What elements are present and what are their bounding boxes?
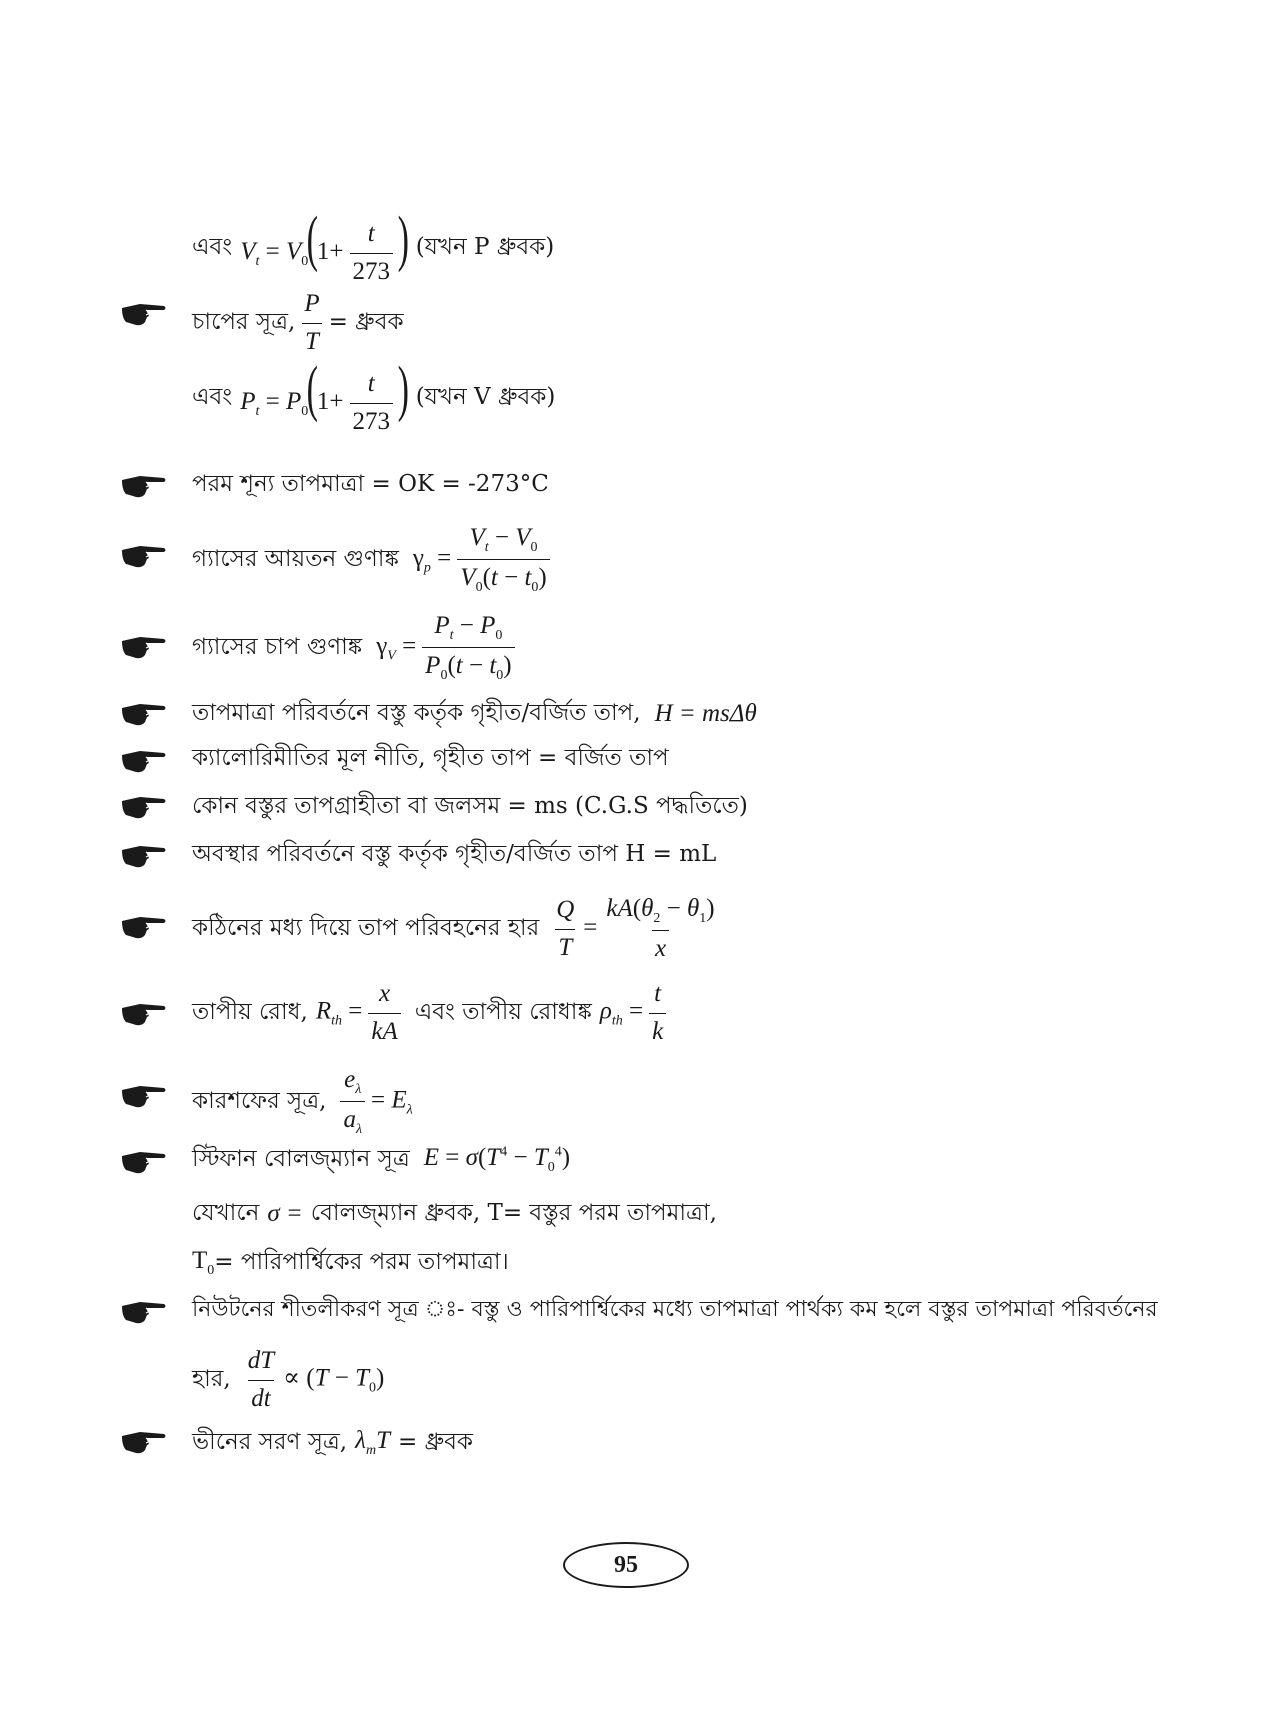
pointing-hand-icon <box>120 1428 168 1458</box>
volume-coefficient-line: গ্যাসের আয়তন গুণাঙ্ক $\gamma_p$ = $\frac{V_t - V_0}{V_0(t - t_0)}$ <box>192 522 1125 597</box>
charles-law-volume-line <box>192 205 1125 288</box>
absolute-zero-line: পরম শূন্য তাপমাত্রা = OK = -273°C <box>192 471 549 497</box>
text-prefix: এবং <box>192 234 233 261</box>
formula-pt: $P_t = P_0(1+$ $\frac{t}{273}$ ) <box>240 358 407 438</box>
newton-cooling-formula-line: হার, $\frac{dT}{dt}$ ∝ $(T - T_0)$ <box>192 1345 1125 1415</box>
stefan-where-line-2: $T_0$ = পারিপার্শ্বিকের পরম তাপমাত্রা। <box>192 1247 509 1278</box>
pressure-law-formula-line <box>192 355 1125 438</box>
thermal-resistance-line: তাপীয় রোধ, $R_{th}$ = $\frac{x}{kA}$ এবং তাপীয় রোধাঙ্ক $\rho_{th}$ = $\frac{t}{k}$ <box>192 978 1125 1048</box>
kirchhoff-law-line: কারশফের সূত্র, $\frac{e_\lambda}{a_\lambda}$ = $E_\lambda$ <box>192 1064 1125 1139</box>
formula-gamma-p: $\gamma_p$ = $\frac{V_t - V_0}{V_0(t - t_0)}$ <box>413 522 556 597</box>
stefan-boltzmann-line: স্টিফান বোলজ্ম্যান সূত্র $E = \sigma(T^4 - T_0^4)$ <box>192 1142 1125 1177</box>
formula-newton: $\frac{dT}{dt}$ ∝ $(T - T_0)$ <box>239 1345 385 1415</box>
pointing-hand-icon <box>120 913 168 943</box>
wien-law-line: ভীনের সরণ সূত্র, $\lambda_mT$ = ধ্রুবক <box>192 1425 1125 1460</box>
condition-text: (যখন V ধ্রুবক) <box>415 384 556 411</box>
pointing-hand-icon <box>120 472 168 502</box>
pointing-hand-icon <box>120 700 168 730</box>
calorimetry-principle-line: ক্যালোরিমীতির মূল নীতি, গৃহীত তাপ = বর্জিত তাপ <box>192 745 669 771</box>
pointing-hand-icon <box>120 300 168 330</box>
heat-temperature-change-line: তাপমাত্রা পরিবর্তনে বস্তু কর্তৃক গৃহীত/বর্জিত তাপ, H = msΔθ <box>192 698 1125 731</box>
pointing-hand-icon <box>120 633 168 663</box>
formula-conduction: $\frac{Q}{T}$ = $\frac{kA(\theta_2 - \theta_1)}{x}$ <box>547 893 723 966</box>
heat-capacity-line: কোন বস্তুর তাপগ্রাহীতা বা জলসম = ms (C.G.S পদ্ধতিতে) <box>192 793 748 819</box>
pointing-hand-icon <box>120 542 168 572</box>
pressure-coefficient-line: গ্যাসের চাপ গুণাঙ্ক $\gamma_V$ = $\frac{P_t - P_0}{P_0(t - t_0)}$ <box>192 610 1125 685</box>
formula-rth: $R_{th}$ = $\frac{x}{kA}$ <box>316 978 407 1048</box>
condition-text: (যখন P ধ্রুবক) <box>415 234 555 261</box>
text-suffix: = ধ্রুবক <box>328 309 404 336</box>
pointing-hand-icon <box>120 1148 168 1178</box>
pressure-law-line: চাপের সূত্র, $\frac{P}{T}$ = ধ্রুবক <box>192 288 1125 358</box>
formula-heat: H = msΔθ <box>654 700 757 727</box>
pointing-hand-icon <box>120 1082 168 1112</box>
pointing-hand-icon <box>120 747 168 777</box>
newton-cooling-line: নিউটনের শীতলীকরণ সূত্র ঃ- বস্তু ও পারিপার্শ্বিকের মধ্যে তাপমাত্রা পার্থক্য কম হলে বস্তুর তাপমাত্রা পরিবর্তনের <box>192 1297 1158 1322</box>
pointing-hand-icon <box>120 1298 168 1328</box>
pointing-hand-icon <box>120 793 168 823</box>
formula-wien: $\lambda_mT$ <box>355 1427 390 1458</box>
formula-kirchhoff: $\frac{e_\lambda}{a_\lambda}$ = $E_\lambda$ <box>334 1064 412 1139</box>
formula-rho-th: $\rho_{th}$ = $\frac{t}{k}$ <box>600 978 672 1048</box>
pointing-hand-icon <box>120 1000 168 1030</box>
stefan-where-line-1: যেখানে σ = বোলজ্ম্যান ধ্রুবক, T= বস্তুর পরম তাপমাত্রা, <box>192 1200 717 1227</box>
formula-vt: $V_t = V_0(1+$ $\frac{t}{273}$ ) <box>240 208 407 288</box>
latent-heat-line: অবস্থার পরিবর্তনে বস্তু কর্তৃক গৃহীত/বর্জিত তাপ H = mL <box>192 841 717 867</box>
formula-gamma-v: $\gamma_V$ = $\frac{P_t - P_0}{P_0(t - t_0)}$ <box>376 610 520 685</box>
formula-stefan: $E = \sigma(T^4 - T_0^4)$ <box>423 1144 571 1175</box>
text-prefix: এবং <box>192 384 233 411</box>
pointing-hand-icon <box>120 842 168 872</box>
page-number: 95 <box>563 1542 689 1588</box>
conduction-rate-line: কঠিনের মধ্য দিয়ে তাপ পরিবহনের হার $\frac{Q}{T}$ = $\frac{kA(\theta_2 - \theta_1)}{x}$ <box>192 893 1125 966</box>
text-prefix: চাপের সূত্র, <box>192 309 296 336</box>
